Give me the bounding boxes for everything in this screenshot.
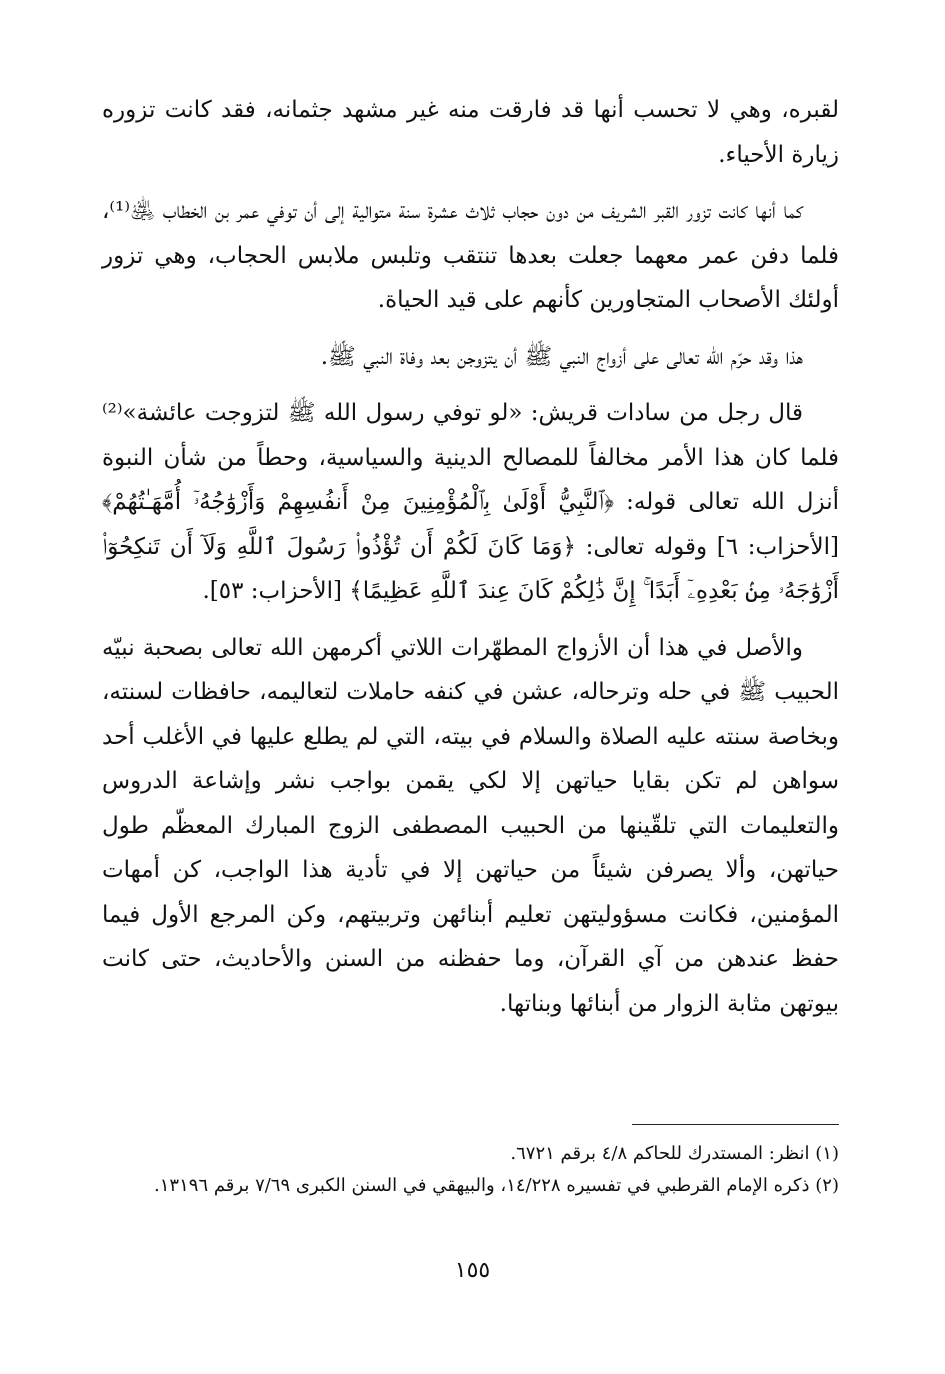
main-text [102, 88, 839, 1026]
paragraph: كما أنها كانت تزور القبر الشريف من دون حجاب ثلاث عشرة سنة متوالية إلى أن توفي عمر بن الخطاب ﵁⁽¹⁾، فلما دفن عمر معهما جعلت بعدها تنتقب وتلبس ملابس الحجاب، وهي تزور أولئك الأصحاب المتجاورين كأنهم على قيد الحياة. [102, 198, 839, 313]
paragraph: قال رجل من سادات قريش: «لو توفي رسول الله ﷺ لتزوجت عائشة»⁽²⁾ فلما كان هذا الأمر مخالفاً للمصالح الدينية والسياسية، وحطاً من شأن النبوة أنزل الله تعالى قوله: ﴿ٱلنَّبِيُّ أَوْلَىٰ بِٱلْمُؤْمِنِينَ مِنْ أَنفُسِهِمْ وَأَزْوَٰجُهُۥٓ أُمَّهَـٰتُهُمْ﴾ [الأحزاب: ٦] وقوله تعالى: ﴿وَمَا كَانَ لَكُمْ أَن تُؤْذُوا۟ رَسُولَ ٱللَّهِ وَلَآ أَن تَنكِحُوٓا۟ أَزْوَٰجَهُۥ مِنۢ بَعْدِهِۦٓ أَبَدًا ۚ إِنَّ ذَٰلِكُمْ كَانَ عِندَ ٱللَّهِ عَظِيمًا﴾ [الأحزاب: ٥٣]. [102, 400, 839, 604]
footnote: (١) انظر: المستدرك للحاكم ٤/٨ برقم ٦٧٢١. [510, 1143, 839, 1164]
page-number: ١٥٥ [454, 1258, 491, 1283]
paragraph: لقبره، وهي لا تحسب أنها قد فارقت منه غير مشهد جثمانه، فقد كانت تزوره زيارة الأحياء. [102, 97, 839, 168]
footnote: (٢) ذكره الإمام القرطبي في تفسيره ١٤/٢٢٨، والبيهقي في السنن الكبرى ٧/٦٩ برقم ١٣١٩٦. [154, 1175, 839, 1196]
paragraph: هذا وقد حرّم الله تعالى على أزواج النبي ﷺ أن يتزوجن بعد وفاة النبي ﷺ. [320, 343, 803, 370]
paragraph: والأصل في هذا أن الأزواج المطهّرات اللاتي أكرمهن الله تعالى بصحبة نبيّه الحبيب ﷺ في حله وترحاله، عشن في كنفه حاملات لتعاليمه، حافظات لسنته، وبخاصة سنته عليه الصلاة والسلام في بيته، التي لم يطلع عليها في الأغلب أحد سواهن لم تكن بقايا حياتهن إلا لكي يقمن بواجب نشر وإشاعة الدروس والتعليمات التي تلقّينها من الحبيب المصطفى الزوج المبارك المعظّم طول حياتهن، وألا يصرفن شيئاً من حياتهن إلا في تأدية هذا الواجب، كن أمهات المؤمنين، فكانت مسؤوليتهن تعليم أبنائهن وتربيتهم، وكن المرجع الأول فيما حفظ عندهن من آي القرآن، وما حفظنه من السنن والأحاديث، حتى كانت بيوتهن مثابة الزوار من أبنائها وبناتها. [102, 634, 839, 1017]
footnotes [102, 1140, 839, 1204]
footnote-divider [632, 1124, 839, 1125]
